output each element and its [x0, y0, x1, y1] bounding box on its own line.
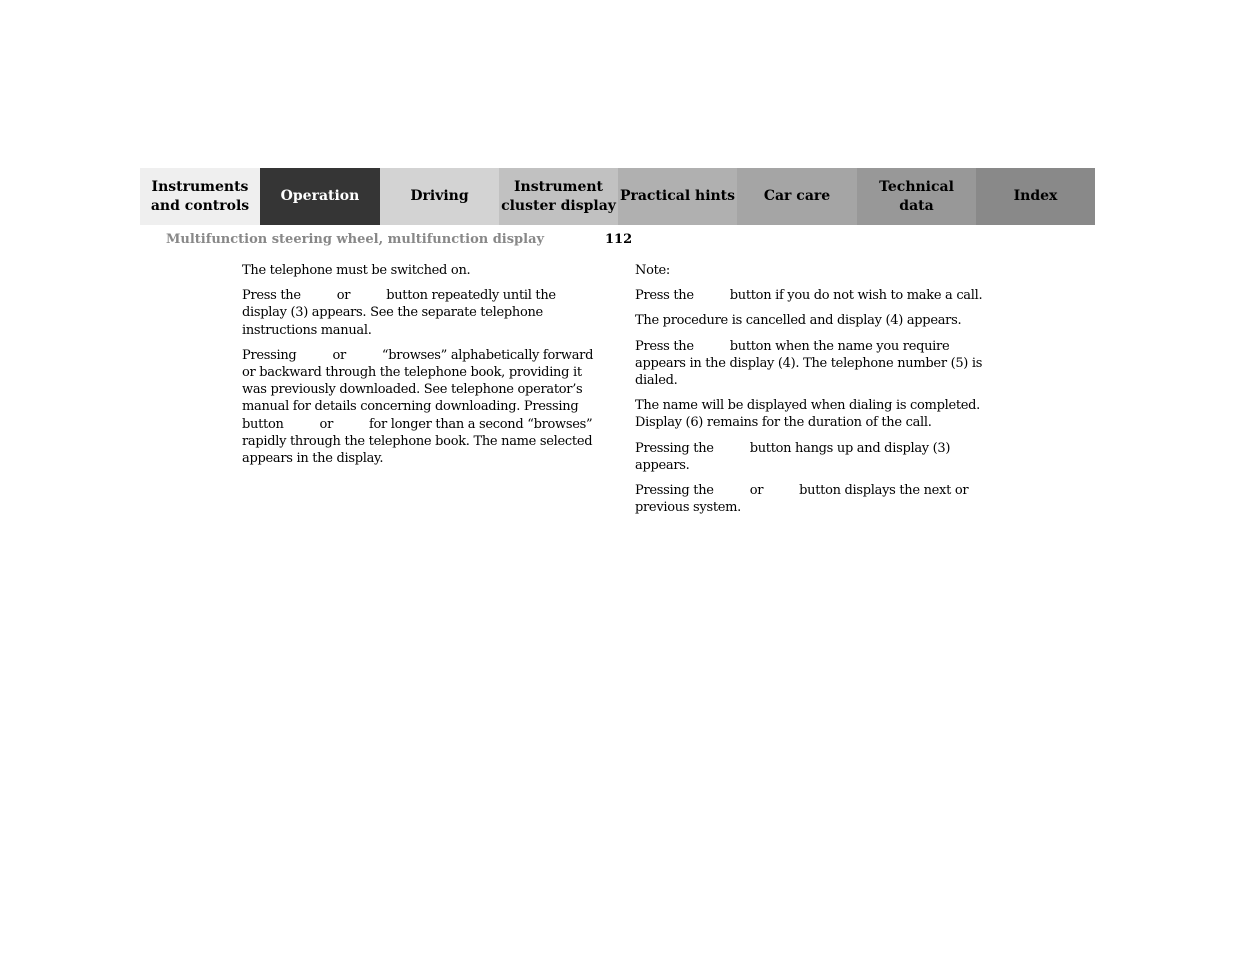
paragraph-cancel-call [635, 287, 997, 304]
section-tab-bar [140, 168, 1095, 225]
text-segment: “browses” alphabetically forward or backward through the telephone book, providing it was previously downloaded. See telephone operator’s manual for details concerning downloading. Pressing button [242, 347, 594, 432]
paragraph-hang-up [635, 440, 997, 474]
text-segment: or [332, 347, 346, 363]
text-segment: button repeatedly until the display (3) appears. See the separate telephone instructions manual. [242, 288, 556, 338]
tab-practical-hints[interactable]: Practical hints [618, 168, 737, 225]
tab-car-care[interactable]: Car care [737, 168, 857, 225]
text-segment: Pressing the [635, 440, 714, 456]
text-segment: button if you do not wish to make a call. [729, 288, 983, 304]
tab-index[interactable]: Index [976, 168, 1095, 225]
section-title: Multifunction steering wheel, multifunction display [166, 232, 545, 247]
text-segment: Pressing [242, 347, 297, 363]
text-segment: Press the [635, 288, 694, 304]
text-segment: or [749, 483, 764, 499]
paragraph-next-system [635, 482, 997, 516]
paragraph-browse [242, 347, 604, 467]
left-column [242, 262, 604, 475]
tab-operation[interactable]: Operation [260, 168, 380, 225]
paragraph-cancelled: The procedure is cancelled and display (4) appears. [635, 313, 962, 329]
paragraph-dial [635, 338, 997, 390]
tab-driving[interactable]: Driving [380, 168, 499, 225]
tab-instruments-and-controls[interactable]: Instruments and controls [140, 168, 260, 225]
text-segment: or [319, 416, 333, 432]
text-segment: Pressing the [635, 483, 714, 499]
text-segment: button when the name you require appears in the display (4). The telephone number (5) is dialed. [635, 338, 983, 389]
text-segment: or [336, 288, 351, 304]
right-column [635, 262, 997, 524]
text-segment: Press the [635, 338, 694, 354]
text-segment: for longer than a second “browses” rapidly through the telephone book. The name selected appears in the display. [242, 416, 593, 467]
text-segment: button hangs up and display (3) appears. [635, 440, 951, 473]
text-segment: Press the [242, 288, 301, 304]
paragraph-display-name: The name will be displayed when dialing is completed. Display (6) remains for the duration of the call. [635, 398, 981, 431]
note-label: Note: [635, 263, 670, 278]
tab-instrument-cluster-display[interactable]: Instrument cluster display [499, 168, 618, 225]
paragraph-telephone-on: The telephone must be switched on. [242, 263, 471, 278]
page-number: 112 [605, 232, 633, 247]
tab-technical-data[interactable]: Technical data [857, 168, 976, 225]
paragraph-press-button [242, 287, 604, 339]
text-segment: button displays the next or previous system. [635, 483, 969, 516]
